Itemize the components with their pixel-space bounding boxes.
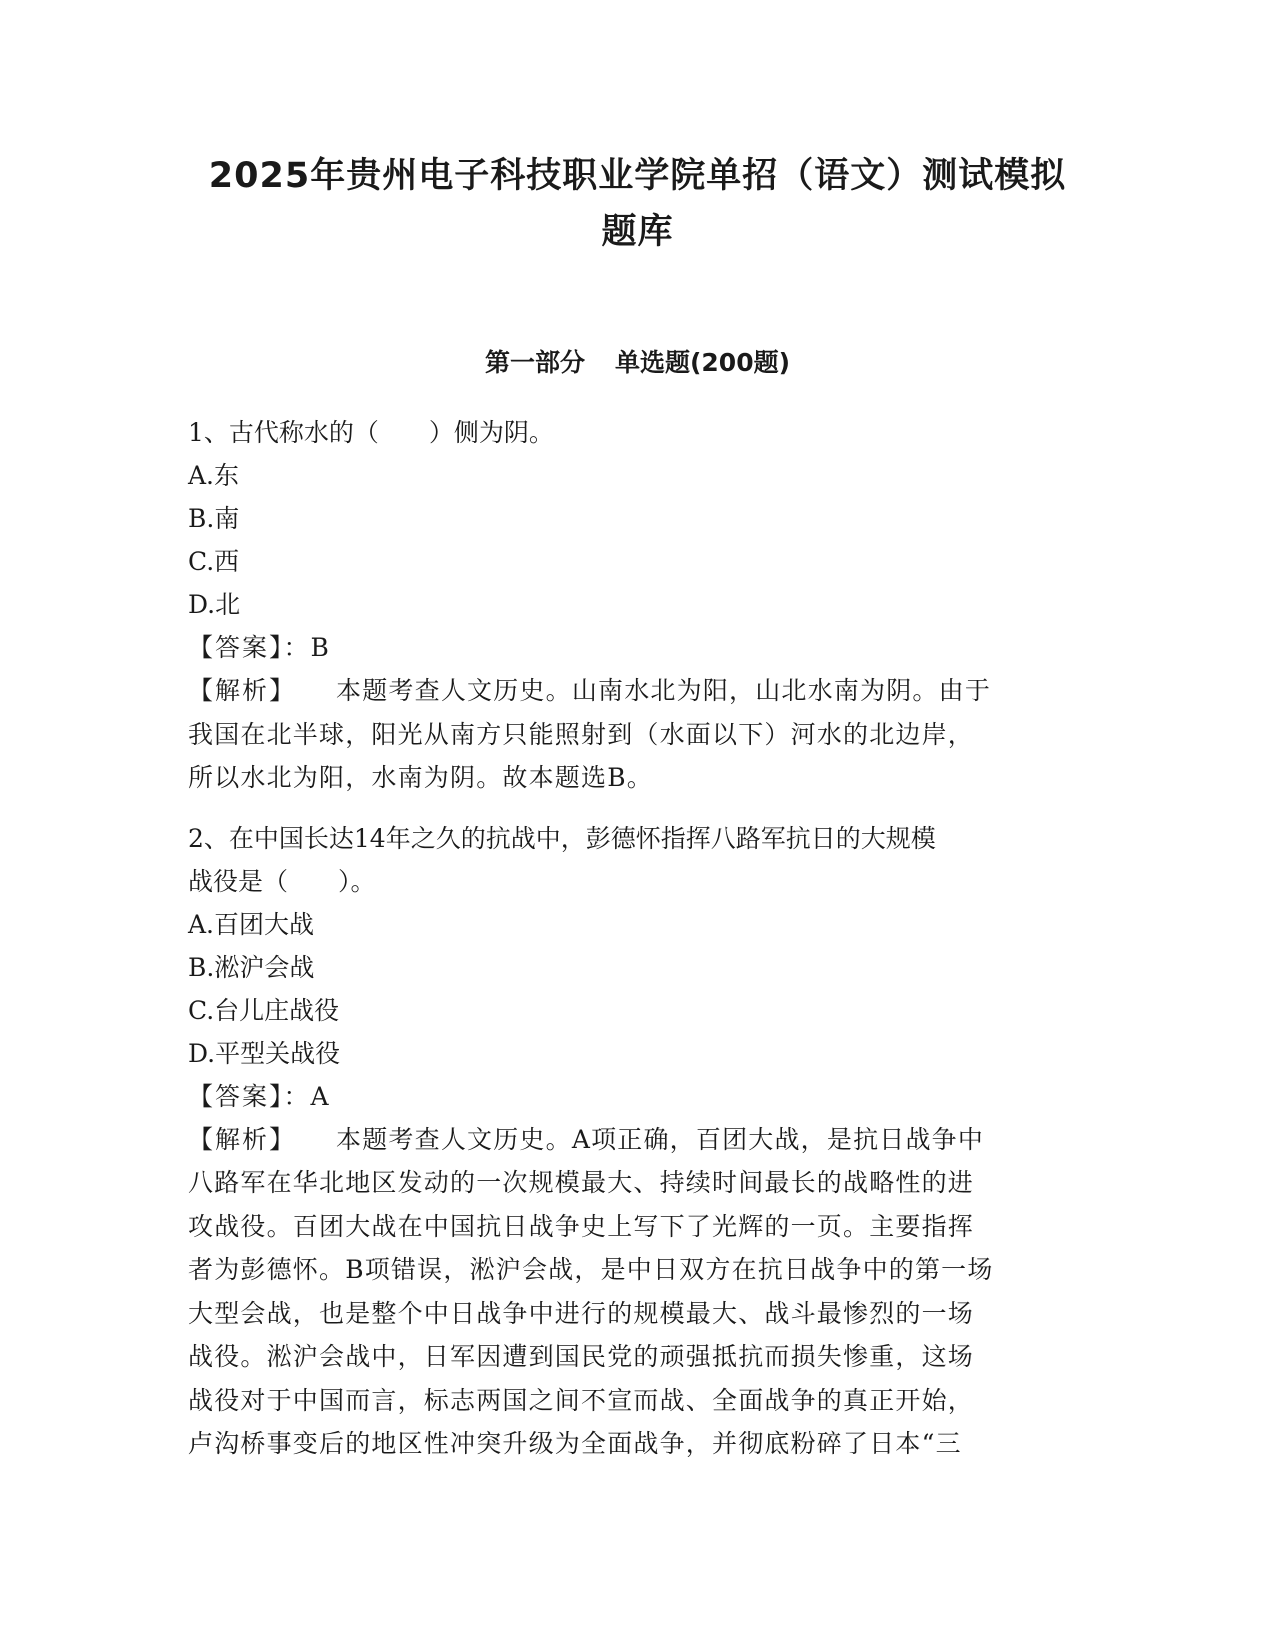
explain-label: 【解析】 (188, 1124, 297, 1154)
explain-line: 攻战役。百团大战在中国抗日战争史上写下了光辉的一页。主要指挥 (188, 1211, 975, 1241)
option-a: A.百团大战 (188, 909, 315, 939)
answer-label: 【答案】： (188, 633, 311, 662)
question-1 (188, 411, 1088, 800)
section-part: 第一部分 (484, 348, 585, 377)
explain-line: 本题考查人文历史。山南水北为阳，山北水南为阴。由于 (336, 676, 992, 705)
question-stem: 1、古代称水的（ ）侧为阴。 (188, 418, 554, 447)
explain-line: 本题考查人文历史。A项正确，百团大战，是抗日战争中 (336, 1124, 985, 1154)
explain-line: 者为彭德怀。B项错误，淞沪会战，是中日双方在抗日战争中的第一场 (188, 1255, 994, 1284)
option-a: A.东 (188, 461, 240, 490)
option-d: D.北 (188, 590, 241, 619)
option-d: D.平型关战役 (188, 1038, 341, 1068)
option-c: C.西 (188, 547, 240, 576)
explanation (188, 1118, 1088, 1466)
explain-line: 所以水北为阳，水南为阴。故本题选B。 (188, 763, 653, 792)
explanation (188, 669, 1088, 800)
answer-label: 【答案】： (188, 1081, 311, 1111)
answer-line (188, 1075, 1088, 1118)
section-name: 单选题(200题) (614, 348, 791, 377)
explain-line: 卢沟桥事变后的地区性冲突升级为全面战争，并彻底粉碎了日本“三 (188, 1429, 962, 1458)
explain-line: 我国在北半球，阳光从南方只能照射到（水面以下）河水的北边岸， (188, 719, 975, 749)
question-2 (188, 817, 1088, 1466)
question-stem: 战役是（ ）。 (188, 866, 376, 896)
explain-line: 大型会战，也是整个中日战争中进行的规模最大、战斗最惨烈的一场 (188, 1298, 975, 1328)
option-b: B.淞沪会战 (188, 952, 315, 982)
explain-line: 八路军在华北地区发动的一次规模最大、持续时间最长的战略性的进 (188, 1168, 975, 1197)
question-stem: 2、在中国长达14年之久的抗战中，彭德怀指挥八路军抗日的大规模 (188, 823, 936, 853)
document-title: 2025年贵州电子科技职业学院单招（语文）测试模拟 题库 (208, 156, 1067, 252)
answer-value: A (310, 1081, 329, 1111)
explain-line: 战役对于中国而言，标志两国之间不宣而战、全面战争的真正开始， (188, 1385, 975, 1415)
answer-line (188, 626, 1088, 669)
option-c: C.台儿庄战役 (188, 995, 340, 1025)
section-heading (180, 346, 1095, 380)
question-list (188, 411, 1088, 1466)
explain-line: 战役。淞沪会战中，日军因遭到国民党的顽强抵抗而损失惨重，这场 (188, 1342, 975, 1371)
answer-value: B (310, 633, 329, 662)
option-b: B.南 (188, 504, 240, 533)
explain-label: 【解析】 (188, 676, 297, 705)
